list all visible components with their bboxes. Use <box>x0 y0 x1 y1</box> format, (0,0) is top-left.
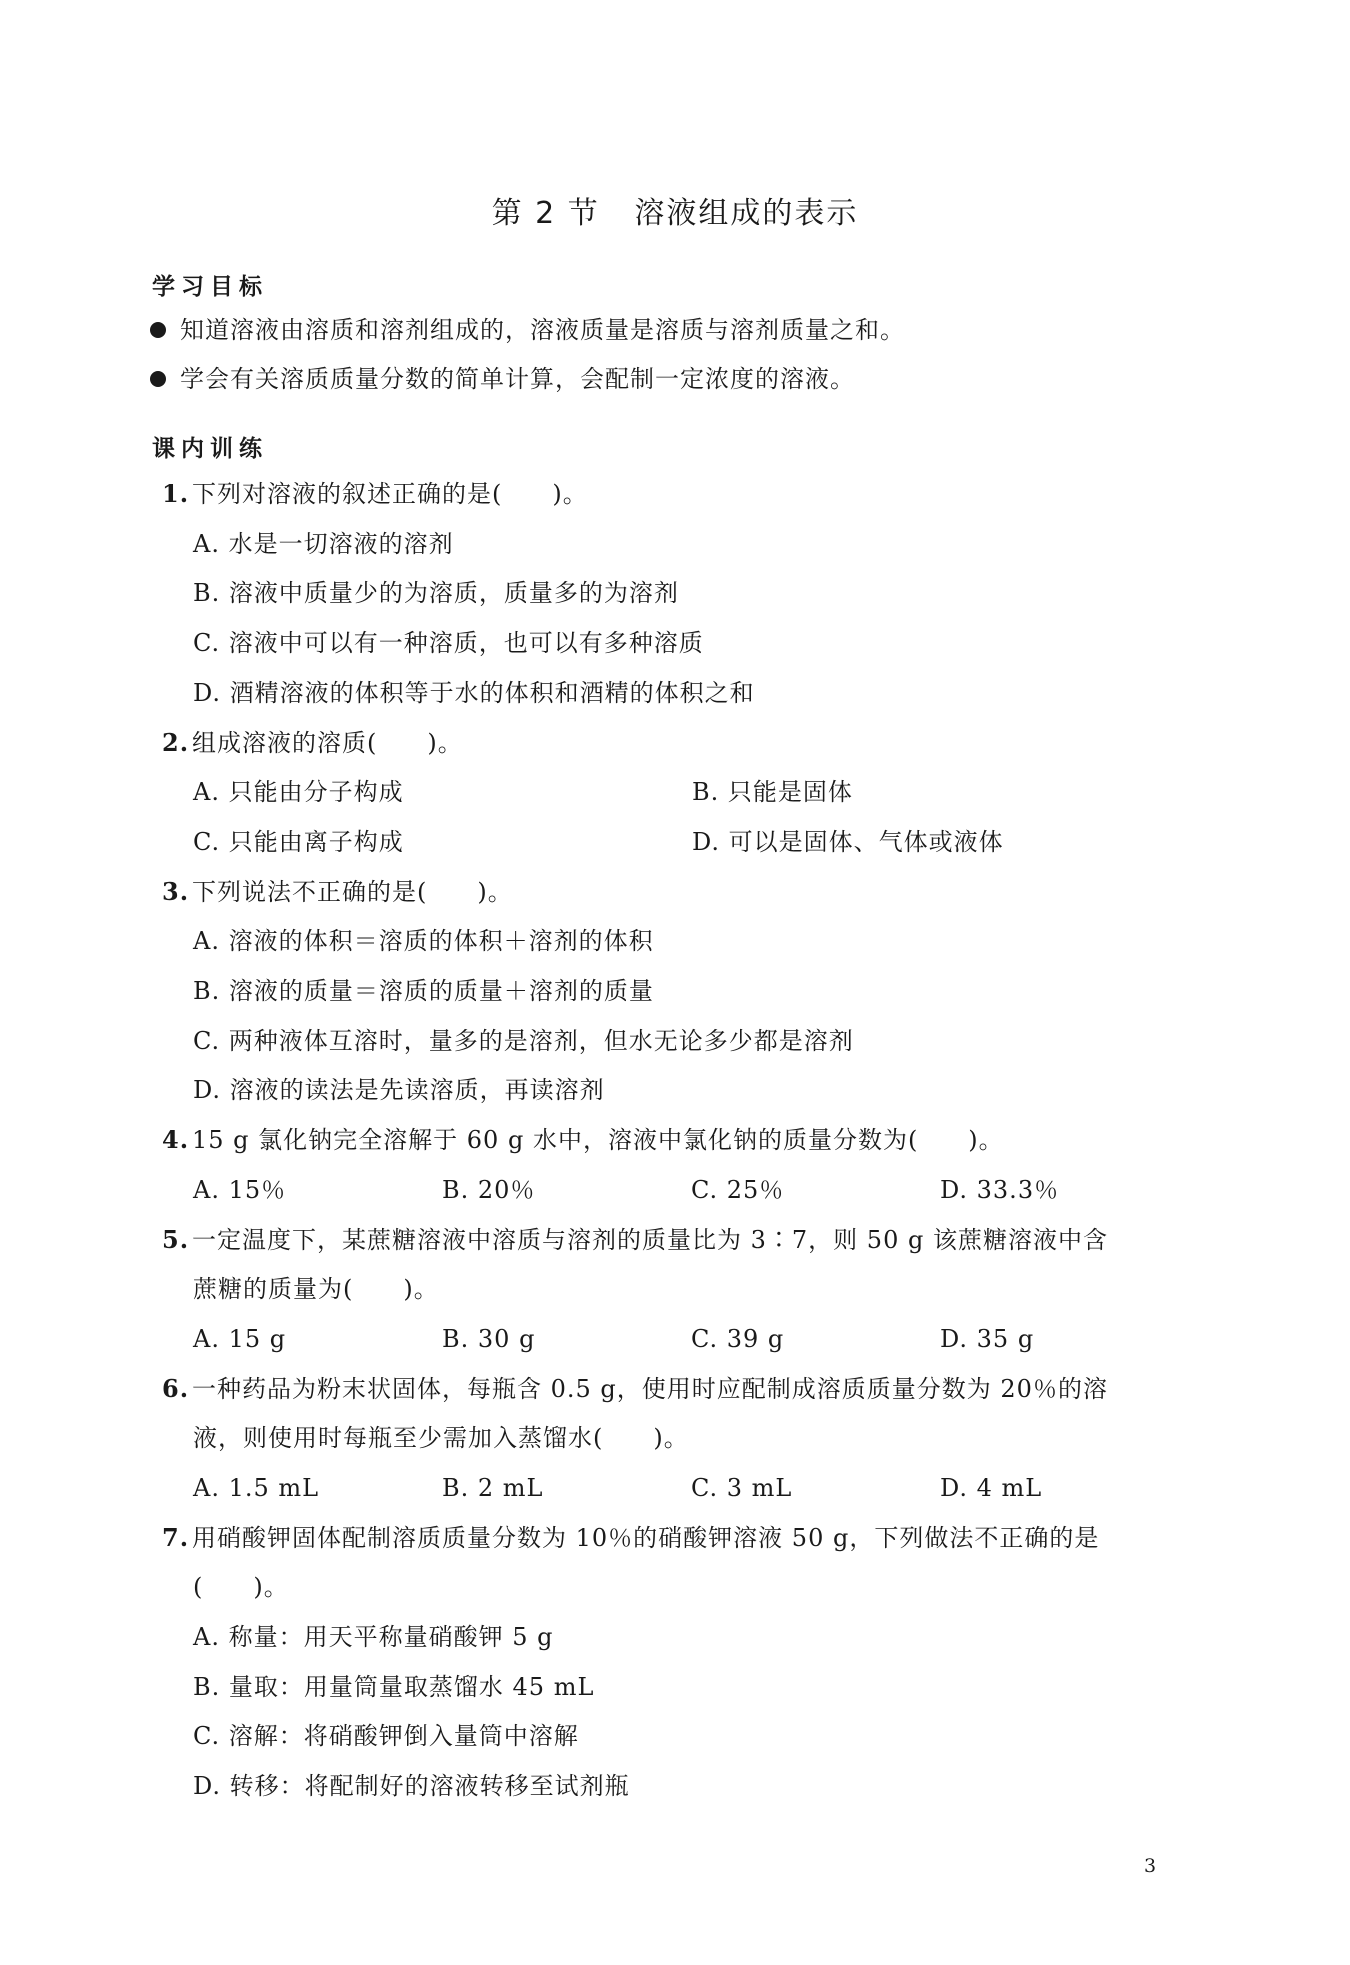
question-7-continued: ( )。 <box>193 1573 289 1601</box>
option: D. 可以是固体、气体或液体 <box>692 828 1004 856</box>
option: A. 15 g <box>193 1325 287 1353</box>
question-6: 6. 一种药品为粉末状固体，每瓶含 0.5 g，使用时应配制成溶质质量分数为 20％的溶 <box>162 1374 1108 1403</box>
question-7: 7. 用硝酸钾固体配制溶质质量分数为 10％的硝酸钾溶液 50 g，下列做法不正确的是 <box>162 1523 1100 1552</box>
option: B. 30 g <box>442 1325 536 1353</box>
option: B. 只能是固体 <box>692 778 853 806</box>
option: A. 15％ <box>193 1176 287 1204</box>
question-3: 3. 下列说法不正确的是( )。 <box>162 877 513 906</box>
question-5: 5. 一定温度下，某蔗糖溶液中溶质与溶剂的质量比为 3∶7，则 50 g 该蔗糖溶液中含 <box>162 1225 1108 1254</box>
bullet-icon <box>150 322 166 338</box>
option: A. 称量：用天平称量硝酸钾 5 g <box>193 1623 554 1651</box>
option: B. 20％ <box>442 1176 536 1204</box>
question-6-continued: 液，则使用时每瓶至少需加入蒸馏水( )。 <box>193 1424 689 1452</box>
option: A. 1.5 mL <box>193 1474 320 1502</box>
option: C. 25％ <box>691 1176 785 1204</box>
option: D. 转移：将配制好的溶液转移至试剂瓶 <box>193 1772 630 1800</box>
option: C. 3 mL <box>691 1474 793 1502</box>
option: B. 溶液中质量少的为溶质，质量多的为溶剂 <box>193 579 679 607</box>
option: C. 39 g <box>691 1325 785 1353</box>
option: B. 溶液的质量＝溶质的质量＋溶剂的质量 <box>193 977 654 1005</box>
question-4: 4. 15 g 氯化钠完全溶解于 60 g 水中，溶液中氯化钠的质量分数为( )。 <box>162 1125 1004 1154</box>
option: C. 只能由离子构成 <box>193 828 404 856</box>
question-1: 1. 下列对溶液的叙述正确的是( )。 <box>162 479 588 508</box>
option: A. 只能由分子构成 <box>193 778 404 806</box>
option: C. 溶液中可以有一种溶质，也可以有多种溶质 <box>193 629 704 657</box>
option: C. 两种液体互溶时，量多的是溶剂，但水无论多少都是溶剂 <box>193 1027 854 1055</box>
option: B. 2 mL <box>442 1474 544 1502</box>
page-title: 第 2 节 溶液组成的表示 <box>491 196 859 231</box>
option: D. 4 mL <box>940 1474 1043 1502</box>
option: D. 33.3％ <box>940 1176 1060 1204</box>
option: D. 酒精溶液的体积等于水的体积和酒精的体积之和 <box>193 679 755 707</box>
option: D. 溶液的读法是先读溶质，再读溶剂 <box>193 1076 605 1104</box>
objective-item: 知道溶液由溶质和溶剂组成的，溶液质量是溶质与溶剂质量之和。 <box>150 315 905 345</box>
question-2: 2. 组成溶液的溶质( )。 <box>162 728 463 757</box>
option: A. 水是一切溶液的溶剂 <box>193 530 454 558</box>
page-number: 3 <box>1144 1855 1157 1877</box>
option: C. 溶解：将硝酸钾倒入量筒中溶解 <box>193 1722 579 1750</box>
practice-heading: 课内训练 <box>152 436 268 462</box>
question-5-continued: 蔗糖的质量为( )。 <box>193 1275 439 1303</box>
bullet-icon <box>150 371 166 387</box>
option: D. 35 g <box>940 1325 1035 1353</box>
option: B. 量取：用量筒量取蒸馏水 45 mL <box>193 1673 595 1701</box>
objectives-heading: 学习目标 <box>152 274 268 300</box>
objective-item: 学会有关溶质质量分数的简单计算，会配制一定浓度的溶液。 <box>150 364 855 394</box>
option: A. 溶液的体积＝溶质的体积＋溶剂的体积 <box>193 927 654 955</box>
